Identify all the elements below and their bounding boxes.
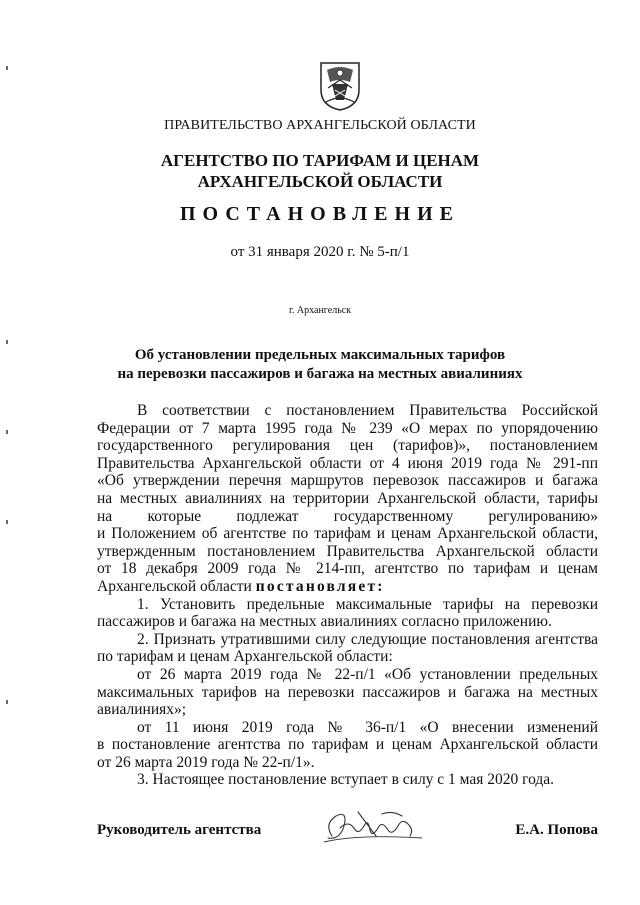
item-3-line: 3. Настоящее постановление вступает в силу с 1 мая 2020 года. <box>137 771 555 789</box>
document-city: г. Архангельск <box>288 305 352 316</box>
body-line: и Положением об агентстве по тарифам и ценам Архангельской области, <box>97 525 598 543</box>
item-2-line: по тарифам и ценам Архангельской области: <box>97 648 393 666</box>
item-2b-line: от 26 марта 2019 года № 22-п/1». <box>97 753 315 771</box>
scan-mark <box>6 700 8 704</box>
signatory-position: Руководитель агентства <box>97 822 262 838</box>
signature-block <box>97 822 598 842</box>
agency-name <box>0 150 640 192</box>
document-body <box>97 402 598 789</box>
body-line: утвержденным постановлением Правительства Архангельской области <box>97 542 598 560</box>
item-2a-line: от 26 марта 2019 года № 22-п/1 «Об установлении предельных <box>137 665 598 683</box>
body-line: В соответствии с постановлением Правительства Российской <box>137 402 598 419</box>
body-line: Федерации от 7 марта 1995 года № 239 «О мерах по упорядочению <box>97 419 598 437</box>
document-title-line2: на перевозки пассажиров и багажа на местных авиалиниях <box>117 366 523 382</box>
document-title <box>0 346 640 384</box>
signatory-name: Е.А. Попова <box>515 822 598 838</box>
government-name: ПРАВИТЕЛЬСТВО АРХАНГЕЛЬСКОЙ ОБЛАСТИ <box>164 118 476 133</box>
body-line: на местных авиалиниях на территории Архангельской области, тарифы <box>97 489 598 507</box>
item-1-line: пассажиров и багажа на местных авиалиниях согласно приложению. <box>97 613 552 631</box>
scan-mark <box>6 340 8 344</box>
body-line: государственного регулирования цен (тарифов)», постановлением <box>97 437 598 455</box>
body-line: от 18 декабря 2009 года № 214-пп, агентство по тарифам и ценам <box>97 560 598 578</box>
resolves-word: постановляет: <box>255 577 385 595</box>
item-1-line: 1. Установить предельные максимальные тарифы на перевозки <box>137 595 598 613</box>
scan-mark <box>6 520 8 524</box>
item-2b-line: в постановление агентства по тарифам и ценам Архангельской области <box>97 736 598 754</box>
item-2b-line: от 11 июня 2019 года № 36-п/1 «О внесении изменений <box>137 718 598 736</box>
body-line-resolution-text: Архангельской области <box>97 577 252 595</box>
item-2a-line: максимальных тарифов на перевозки пассажиров и багажа на местных <box>97 683 598 701</box>
document-date-number: от 31 января 2020 г. № 5-п/1 <box>230 244 410 260</box>
item-2a-line: авиалиниях»; <box>97 701 187 719</box>
document-type: ПОСТАНОВЛЕНИЕ <box>180 203 460 225</box>
scan-mark <box>6 66 8 70</box>
agency-name-line2: АРХАНГЕЛЬСКОЙ ОБЛАСТИ <box>197 172 443 191</box>
agency-name-line1: АГЕНТСТВО ПО ТАРИФАМ И ЦЕНАМ <box>160 151 480 170</box>
scan-mark <box>6 430 8 434</box>
coat-of-arms-icon <box>318 60 362 112</box>
body-line: Правительства Архангельской области от 4 июня 2019 года № 291-пп <box>97 454 598 472</box>
body-line: на которые подлежат государственному регулированию» <box>97 507 598 525</box>
item-2-line: 2. Признать утратившими силу следующие постановления агентства <box>137 630 598 648</box>
body-line-resolution <box>97 578 598 596</box>
body-line: «Об утверждении перечня маршрутов перевозок пассажиров и багажа <box>97 472 598 490</box>
document-title-line1: Об установлении предельных максимальных тарифов <box>134 347 506 363</box>
